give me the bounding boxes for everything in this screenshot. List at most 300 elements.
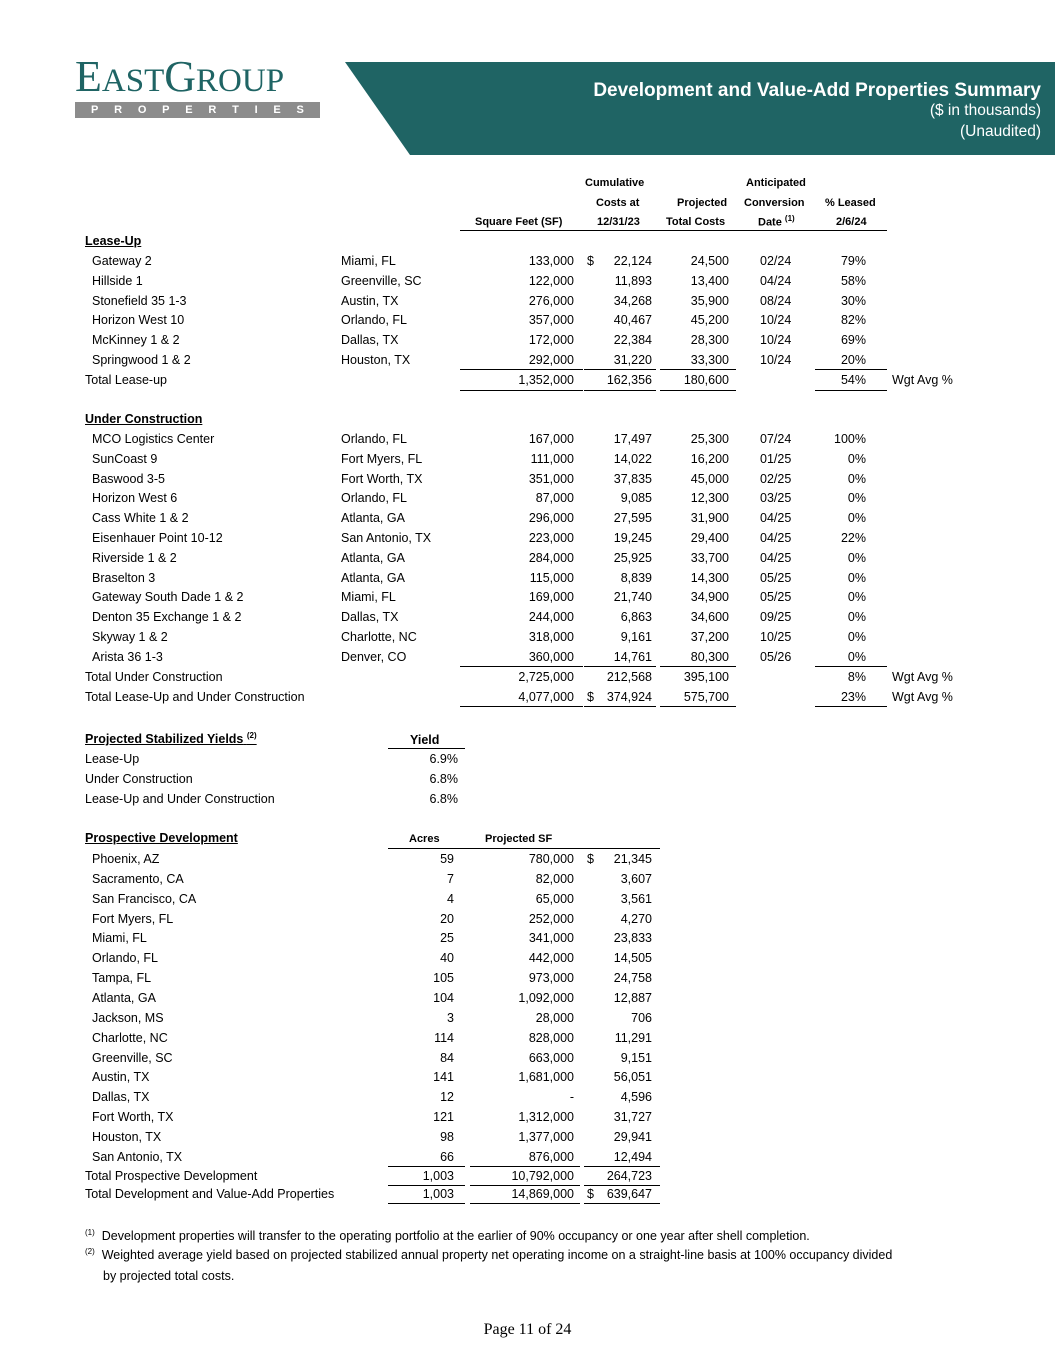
conversion-date: 10/24	[760, 353, 792, 367]
square-feet: 360,000	[528, 649, 574, 664]
header-rule	[460, 230, 887, 231]
table-row	[0, 850, 1055, 869]
table-row	[0, 1009, 1055, 1028]
projected-total-costs: 33,300	[690, 353, 729, 367]
table-row	[0, 470, 1055, 489]
acres: 98	[440, 1129, 454, 1144]
percent-leased: 79%	[840, 254, 866, 268]
table-row	[0, 311, 1055, 330]
square-feet: 223,000	[528, 531, 574, 545]
total-rule	[584, 390, 656, 391]
yield-row	[0, 790, 1055, 809]
projected-total-costs: 13,400	[690, 273, 729, 288]
col-header-yield: Yield	[410, 733, 440, 747]
company-logo-subtitle	[75, 102, 320, 118]
table-row	[0, 252, 1055, 271]
grand-total-rule	[584, 706, 656, 707]
grand-total-cost: 639,647	[606, 1187, 652, 1201]
section-heading-yields: Projected Stabilized Yields $^{(2)}$	[85, 731, 257, 747]
cumulative-costs: 21,740	[613, 590, 652, 605]
total-percent-leased: 8%	[847, 670, 866, 684]
conversion-date: 02/25	[760, 471, 792, 486]
table-row	[0, 292, 1055, 311]
subtotal-rule	[815, 666, 887, 667]
cost: 31,727	[613, 1110, 652, 1125]
acres: 4	[447, 891, 454, 906]
cost: 11,291	[614, 1030, 652, 1045]
market-name: Jackson, MS	[92, 1010, 164, 1025]
acres: 12	[440, 1090, 454, 1105]
table-row	[0, 1029, 1055, 1048]
projected-sf: 876,000	[528, 1149, 574, 1164]
projected-sf: 341,000	[528, 931, 574, 946]
logo-letter: P	[162, 104, 170, 116]
cost: 4,596	[620, 1090, 652, 1105]
grand-total-square-feet: 4,077,000	[518, 690, 574, 704]
page-title: Development and Value-Add Properties Summary	[593, 80, 1041, 101]
yield-label: Under Construction	[85, 772, 193, 786]
table-row	[0, 949, 1055, 968]
property-name: Cass White 1 & 2	[92, 511, 189, 526]
table-row	[0, 588, 1055, 607]
percent-leased: 0%	[847, 630, 866, 644]
projected-sf: 973,000	[528, 971, 574, 986]
projected-sf: 252,000	[528, 911, 574, 926]
cumulative-costs: 25,925	[613, 550, 652, 565]
table-row	[0, 509, 1055, 528]
page-subtitle-units: ($ in thousands)	[929, 102, 1041, 119]
projected-total-costs: 33,700	[690, 550, 729, 565]
property-name: Braselton 3	[92, 570, 156, 585]
logo-letter: P	[91, 104, 99, 116]
subtotal-rule	[815, 369, 887, 370]
conversion-date: 03/25	[760, 491, 792, 506]
yield-value: 6.8%	[429, 772, 458, 786]
cost: 23,833	[613, 931, 652, 946]
property-location: Dallas, TX	[341, 333, 399, 348]
total-rule	[815, 390, 887, 391]
property-name: Skyway 1 & 2	[92, 630, 168, 644]
square-feet: 133,000	[528, 254, 574, 268]
acres: 66	[440, 1149, 454, 1164]
acres: 3	[447, 1010, 454, 1025]
square-feet: 276,000	[528, 293, 574, 308]
square-feet: 87,000	[535, 491, 574, 506]
table-row	[0, 1148, 1055, 1167]
table-row	[0, 430, 1055, 449]
table-row	[0, 489, 1055, 508]
table-row	[0, 569, 1055, 588]
footnote-2-cont: by projected total costs.	[103, 1269, 235, 1283]
grand-total-row	[0, 1185, 1055, 1204]
total-acres: 1,003	[422, 1169, 454, 1183]
acres: 114	[434, 1030, 454, 1045]
total-label: Total Lease-up	[85, 373, 168, 387]
market-name: Fort Myers, FL	[92, 911, 174, 926]
percent-leased: 0%	[847, 471, 866, 486]
market-name: Austin, TX	[92, 1070, 150, 1085]
square-feet: 167,000	[528, 432, 574, 446]
dollar-sign: $	[587, 254, 594, 268]
conversion-date: 05/25	[760, 590, 792, 605]
subtotal-rule	[660, 666, 736, 667]
projected-total-costs: 28,300	[690, 333, 729, 348]
cumulative-costs: 14,761	[613, 649, 652, 664]
total-label: Total Prospective Development	[85, 1169, 258, 1183]
property-name: Horizon West 6	[92, 491, 178, 506]
page-subtitle-audit: (Unaudited)	[960, 123, 1041, 140]
projected-sf: 442,000	[528, 951, 574, 966]
cost: 12,494	[613, 1149, 652, 1164]
total-label: Total Under Construction	[85, 670, 223, 684]
yield-label: Lease-Up and Under Construction	[85, 792, 275, 806]
square-feet: 111,000	[530, 451, 574, 466]
projected-sf: 82,000	[535, 871, 574, 886]
weighted-avg-label: Wgt Avg %	[892, 690, 953, 704]
logo-letter: S	[296, 104, 304, 116]
property-location: Fort Myers, FL	[341, 451, 423, 466]
table-row	[0, 1068, 1055, 1087]
table-row	[0, 1049, 1055, 1068]
property-location: Fort Worth, TX	[341, 471, 423, 486]
percent-leased: 0%	[847, 610, 866, 625]
total-cumulative-costs: 162,356	[606, 373, 652, 387]
table-row	[0, 1128, 1055, 1147]
cumulative-costs: 34,268	[613, 293, 652, 308]
projected-sf: 65,000	[535, 891, 574, 906]
section-heading-prospective: Prospective Development	[85, 831, 238, 845]
grand-total-rule	[584, 1203, 660, 1204]
market-name: Sacramento, CA	[92, 871, 184, 886]
total-rule	[460, 390, 583, 391]
logo-letter: R	[208, 104, 217, 116]
cost: 29,941	[613, 1129, 652, 1144]
grand-total-rule	[460, 706, 583, 707]
total-row	[0, 1167, 1055, 1186]
section-heading-under-construction: Under Construction	[85, 412, 203, 426]
property-location: Charlotte, NC	[341, 630, 417, 644]
total-row	[0, 371, 1055, 390]
grand-total-rule	[470, 1203, 580, 1204]
logo-letter: E	[185, 104, 193, 116]
cost: 4,270	[620, 911, 652, 926]
table-row	[0, 450, 1055, 469]
grand-total-rule	[660, 706, 736, 707]
yield-row	[0, 770, 1055, 789]
projected-sf: 1,681,000	[518, 1070, 574, 1085]
page-number: Page 11 of 24	[483, 1321, 572, 1338]
square-feet: 122,000	[528, 273, 574, 288]
cost: 9,151	[620, 1050, 652, 1065]
weighted-avg-label: Wgt Avg %	[892, 373, 953, 387]
percent-leased: 30%	[840, 293, 866, 308]
property-location: Houston, TX	[341, 353, 411, 367]
dollar-sign: $	[587, 1187, 594, 1201]
projected-total-costs: 45,200	[690, 313, 729, 328]
percent-leased: 20%	[840, 353, 866, 367]
col-header-acres: Acres	[409, 833, 440, 845]
cumulative-costs: 19,245	[613, 531, 652, 545]
logo-letter: O	[137, 104, 147, 116]
logo-letter: R	[114, 104, 123, 116]
market-name: Dallas, TX	[92, 1090, 150, 1105]
conversion-date: 05/26	[760, 649, 792, 664]
grand-total-row	[0, 688, 1055, 707]
square-feet: 172,000	[528, 333, 574, 348]
projected-total-costs: 24,500	[690, 254, 729, 268]
acres: 105	[433, 971, 454, 986]
cumulative-costs: 40,467	[613, 313, 652, 328]
property-location: Dallas, TX	[341, 610, 399, 625]
col-header-pct-leased: % Leased	[825, 197, 876, 209]
percent-leased: 0%	[847, 649, 866, 664]
logo-letter: T	[232, 104, 239, 116]
square-feet: 292,000	[528, 353, 574, 367]
conversion-date: 02/24	[760, 254, 792, 268]
col-header-cumulative: Cumulative	[585, 177, 645, 189]
percent-leased: 69%	[840, 333, 866, 348]
subtotal-rule	[660, 369, 736, 370]
cumulative-costs: 9,085	[620, 491, 652, 506]
projected-sf: 663,000	[528, 1050, 574, 1065]
projected-sf: 780,000	[528, 852, 574, 866]
acres: 59	[440, 852, 454, 866]
property-location: Orlando, FL	[341, 432, 408, 446]
market-name: Atlanta, GA	[92, 990, 156, 1005]
total-projected-costs: 180,600	[683, 373, 729, 387]
square-feet: 351,000	[528, 471, 574, 486]
table-row	[0, 272, 1055, 291]
grand-total-percent-leased: 23%	[840, 690, 866, 704]
table-row	[0, 969, 1055, 988]
percent-leased: 0%	[847, 451, 866, 466]
property-location: Atlanta, GA	[341, 511, 405, 526]
percent-leased: 100%	[834, 432, 866, 446]
property-location: Miami, FL	[341, 254, 396, 268]
cumulative-costs: 31,220	[613, 353, 652, 367]
property-location: Orlando, FL	[341, 491, 408, 506]
weighted-avg-label: Wgt Avg %	[892, 670, 953, 684]
cost: 24,758	[613, 971, 652, 986]
projected-total-costs: 16,200	[690, 451, 729, 466]
projected-sf: 28,000	[535, 1010, 574, 1025]
table-row	[0, 608, 1055, 627]
property-name: Riverside 1 & 2	[92, 550, 177, 565]
market-name: Greenville, SC	[92, 1050, 173, 1065]
property-name: MCO Logistics Center	[92, 432, 215, 446]
subtotal-rule	[460, 369, 583, 370]
property-name: Arista 36 1-3	[92, 649, 163, 664]
property-location: San Antonio, TX	[341, 531, 432, 545]
square-feet: 284,000	[528, 550, 574, 565]
acres: 121	[433, 1110, 454, 1125]
projected-total-costs: 25,300	[690, 432, 729, 446]
section-heading-lease-up: Lease-Up	[85, 234, 142, 248]
conversion-date: 04/25	[760, 550, 792, 565]
acres: 20	[440, 911, 454, 926]
total-projected-costs: 395,100	[683, 670, 729, 684]
cost: 14,505	[613, 951, 652, 966]
market-name: Charlotte, NC	[92, 1030, 168, 1045]
subtotal-rule	[584, 666, 656, 667]
acres: 84	[440, 1050, 454, 1065]
table-row	[0, 910, 1055, 929]
grand-total-rule	[815, 706, 887, 707]
grand-total-projected-costs: 575,700	[683, 690, 729, 704]
table-row	[0, 1108, 1055, 1127]
cost: 21,345	[613, 852, 652, 866]
table-row	[0, 929, 1055, 948]
cumulative-costs: 11,893	[614, 273, 652, 288]
property-name: Springwood 1 & 2	[92, 353, 191, 367]
percent-leased: 22%	[840, 531, 866, 545]
cost: 3,561	[620, 891, 652, 906]
acres: 141	[433, 1070, 454, 1085]
yield-label: Lease-Up	[85, 752, 140, 766]
property-name: Eisenhauer Point 10-12	[92, 531, 223, 545]
total-projected-sf: 10,792,000	[511, 1169, 574, 1183]
conversion-date: 04/25	[760, 511, 792, 526]
table-row	[0, 628, 1055, 647]
cumulative-costs: 6,863	[620, 610, 652, 625]
property-location: Miami, FL	[341, 590, 396, 605]
square-feet: 318,000	[528, 630, 574, 644]
grand-total-rule	[388, 1203, 465, 1204]
cost: 12,887	[613, 990, 652, 1005]
projected-total-costs: 45,000	[690, 471, 729, 486]
projected-total-costs: 31,900	[690, 511, 729, 526]
dollar-sign: $	[587, 690, 594, 704]
logo-letter: E	[273, 104, 281, 116]
table-row	[0, 870, 1055, 889]
property-name: Gateway South Dade 1 & 2	[92, 590, 244, 605]
percent-leased: 0%	[847, 550, 866, 565]
conversion-date: 01/25	[760, 451, 792, 466]
col-header-total-costs: Total Costs	[666, 216, 726, 228]
projected-total-costs: 29,400	[690, 531, 729, 545]
subtotal-rule	[584, 369, 656, 370]
total-row	[0, 668, 1055, 687]
projected-sf: -	[569, 1090, 574, 1105]
cumulative-costs: 8,839	[620, 570, 652, 585]
square-feet: 169,000	[528, 590, 574, 605]
table-row	[0, 1088, 1055, 1107]
table-row	[0, 529, 1055, 548]
projected-sf: 1,092,000	[518, 990, 574, 1005]
cumulative-costs: 22,124	[613, 254, 652, 268]
footnote-2: $^{(2)}$ Weighted average yield based on projected stabilized annual property net operating income on a straight-line basis at 100% occupancy divided	[85, 1247, 893, 1263]
col-header-anticipated: Anticipated	[746, 177, 806, 189]
projected-total-costs: 35,900	[690, 293, 729, 308]
total-rule	[660, 390, 736, 391]
subtotal-rule	[460, 666, 583, 667]
square-feet: 357,000	[528, 313, 574, 328]
property-name: Baswood 3-5	[92, 471, 165, 486]
table-row	[0, 351, 1055, 370]
conversion-date: 10/25	[760, 630, 792, 644]
conversion-date: 10/24	[760, 313, 792, 328]
property-name: Horizon West 10	[92, 313, 185, 328]
grand-total-label: Total Development and Value-Add Properties	[85, 1187, 335, 1201]
col-header-cum-date: 12/31/23	[597, 216, 640, 228]
logo-letter: I	[254, 104, 258, 116]
cumulative-costs: 17,497	[613, 432, 652, 446]
square-feet: 115,000	[529, 570, 574, 585]
market-name: Houston, TX	[92, 1129, 162, 1144]
market-name: Phoenix, AZ	[92, 852, 160, 866]
acres: 25	[440, 931, 454, 946]
property-location: Austin, TX	[341, 293, 399, 308]
percent-leased: 0%	[847, 590, 866, 605]
property-name: Gateway 2	[92, 254, 152, 268]
cost: 706	[631, 1010, 652, 1025]
market-name: Miami, FL	[92, 931, 147, 946]
cumulative-costs: 9,161	[620, 630, 652, 644]
property-name: Stonefield 35 1-3	[92, 293, 187, 308]
grand-total-cumulative-costs: 374,924	[606, 690, 652, 704]
square-feet: 296,000	[528, 511, 574, 526]
col-header-projected-sf: Projected SF	[485, 833, 553, 845]
conversion-date: 04/25	[760, 531, 792, 545]
conversion-date: 09/25	[760, 610, 792, 625]
market-name: Fort Worth, TX	[92, 1110, 174, 1125]
col-header-date: Date $^{(1)}$	[758, 214, 795, 229]
cost: 3,607	[620, 871, 652, 886]
property-name: Denton 35 Exchange 1 & 2	[92, 610, 242, 625]
yield-value: 6.9%	[429, 752, 458, 766]
square-feet: 244,000	[528, 610, 574, 625]
footnote-1: $^{(1)}$ Development properties will transfer to the operating portfolio at the earlier of 90% occupancy or one year after shell completion.	[85, 1228, 810, 1244]
property-name: Hillside 1	[92, 273, 143, 288]
acres: 40	[440, 951, 454, 966]
projected-total-costs: 80,300	[690, 649, 729, 664]
property-location: Atlanta, GA	[341, 550, 405, 565]
yield-header-rule	[388, 748, 465, 749]
grand-total-label: Total Lease-Up and Under Construction	[85, 690, 305, 704]
company-logo: EASTGROUP	[75, 52, 285, 101]
conversion-date: 07/24	[760, 432, 792, 446]
market-name: Orlando, FL	[92, 951, 159, 966]
dollar-sign: $	[587, 852, 594, 866]
col-header-leased-date: 2/6/24	[836, 216, 867, 228]
conversion-date: 04/24	[760, 273, 792, 288]
acres: 7	[447, 871, 454, 886]
projected-total-costs: 37,200	[690, 630, 729, 644]
projected-total-costs: 34,900	[690, 590, 729, 605]
yield-row	[0, 750, 1055, 769]
acres: 104	[433, 990, 454, 1005]
total-cost: 264,723	[606, 1169, 652, 1183]
market-name: San Francisco, CA	[92, 891, 197, 906]
cost: 56,051	[613, 1070, 652, 1085]
total-cumulative-costs: 212,568	[606, 670, 652, 684]
grand-total-acres: 1,003	[422, 1187, 454, 1201]
percent-leased: 0%	[847, 491, 866, 506]
conversion-date: 08/24	[760, 293, 792, 308]
projected-sf: 1,377,000	[518, 1129, 574, 1144]
property-name: McKinney 1 & 2	[92, 333, 180, 348]
projected-total-costs: 34,600	[690, 610, 729, 625]
property-location: Denver, CO	[341, 649, 407, 664]
col-header-costs-at: Costs at	[596, 197, 640, 209]
cumulative-costs: 22,384	[613, 333, 652, 348]
conversion-date: 05/25	[760, 570, 792, 585]
total-percent-leased: 54%	[840, 373, 866, 387]
percent-leased: 0%	[847, 570, 866, 585]
property-name: SunCoast 9	[92, 451, 158, 466]
percent-leased: 0%	[847, 511, 866, 526]
col-header-projected: Projected	[677, 197, 728, 209]
